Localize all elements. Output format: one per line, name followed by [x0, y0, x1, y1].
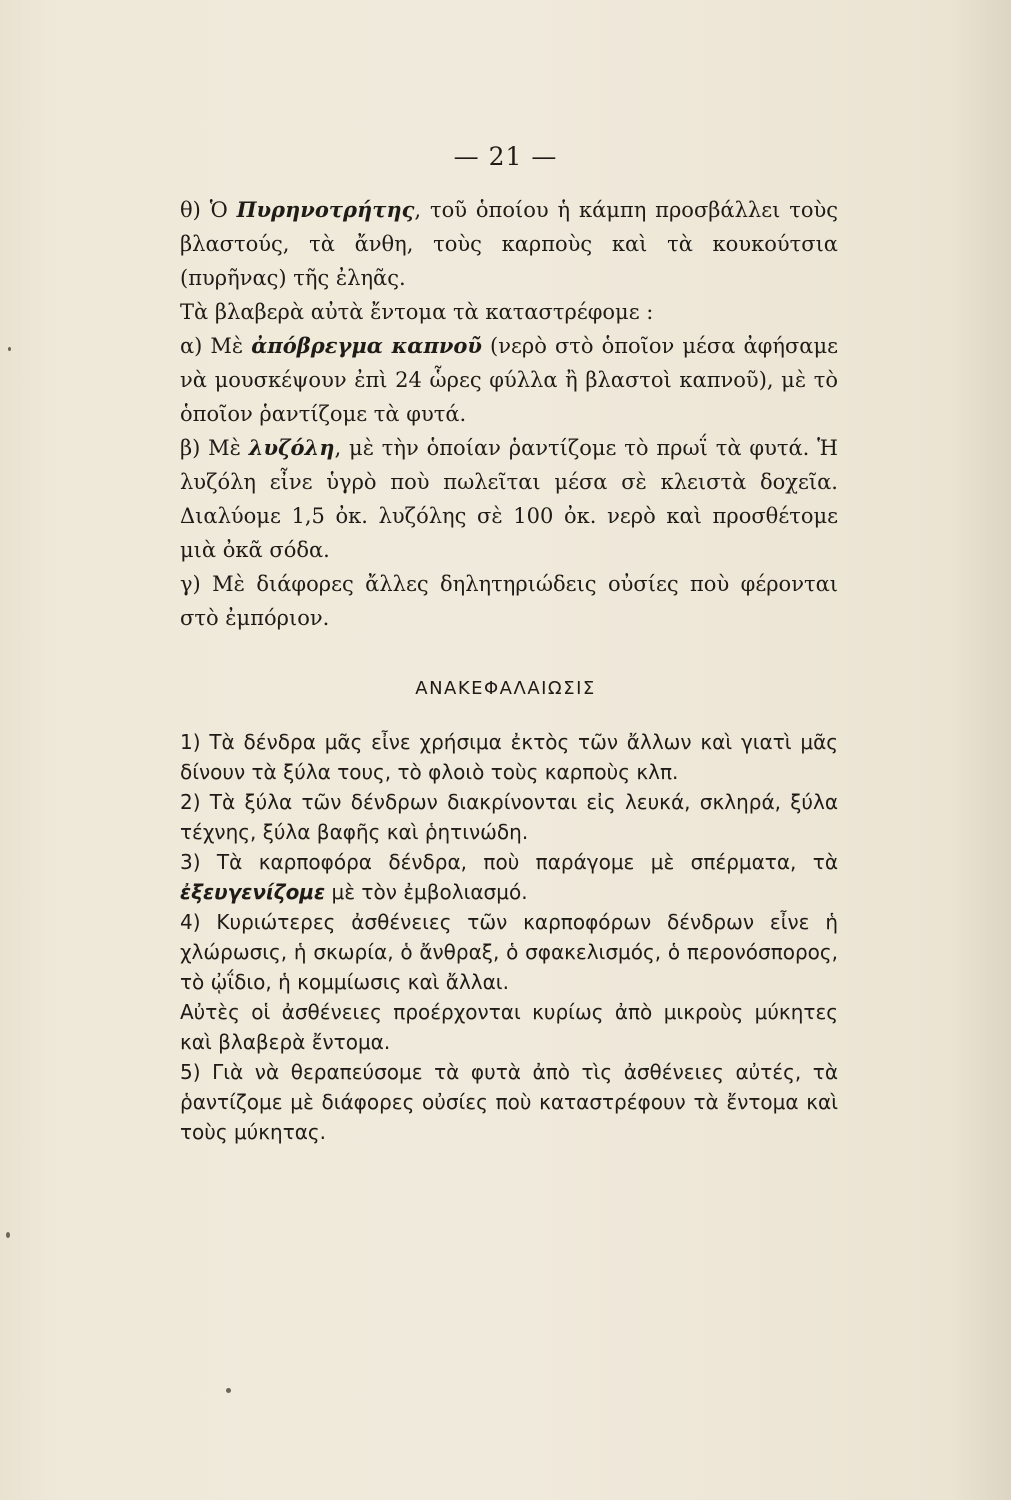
item-b — [148, 431, 838, 567]
item-b-term: λυζόλη — [248, 435, 335, 460]
summary-point-3-prefix: 3) Τὰ καρποφόρα δένδρα, ποὺ παράγομε μὲ σπέρματα, τὰ — [180, 850, 838, 874]
item-a-text: (νερὸ στὸ ὁποῖον μέσα ἀφήσαμε νὰ μουσκέψουν ἐπὶ 24 ὧρες φύλλα ἢ βλαστοὶ καπνοῦ), μὲ τὸ ὁποῖον ῥαντίζομε τὰ φυτά. — [180, 334, 838, 426]
item-a — [148, 329, 838, 431]
summary-point-4: 4) Κυριώτερες ἀσθένειες τῶν καρποφόρων δένδρων εἶνε ἡ χλώρωσις, ἡ σκωρία, ὁ ἄνθραξ, ὁ σφακελισμός, ὁ περονόσπορος, τὸ ᾠΐδιο, ἡ κομμίωσις καὶ ἄλλαι. — [180, 910, 838, 994]
destroy-intro: Τὰ βλαβερὰ αὐτὰ ἔντομα τὰ καταστρέφομε : — [180, 300, 654, 324]
summary-heading: ΑΝΑΚΕΦΑΛΑΙΩΣΙΣ — [415, 678, 596, 699]
ink-speck — [8, 347, 11, 351]
item-c: γ) Μὲ διάφορες ἄλλες δηλητηριώδεις οὐσίες ποὺ φέρονται στὸ ἐμπόριον. — [180, 572, 838, 630]
item-theta-text: , τοῦ ὁποίου ἡ κάμπη προσβάλλει τοὺς βλαστούς, τὰ ἄνθη, τοὺς καρποὺς καὶ τὰ κουκούτσια (πυρῆνας) τῆς ἐληᾶς. — [180, 198, 839, 290]
item-theta-prefix: θ) Ὁ — [180, 198, 237, 222]
summary-point-3-suffix: μὲ τὸν ἐμβολιασμό. — [325, 880, 528, 904]
item-b-prefix: β) Μὲ — [180, 436, 249, 460]
item-b-text: , μὲ τὴν ὁποίαν ῥαντίζομε τὸ πρωΐ τὰ φυτά. Ἡ λυζόλη εἶνε ὑγρὸ ποὺ πωλεῖται μέσα σὲ κλειστὰ δοχεῖα. Διαλύομε 1,5 ὀκ. λυζόλης σὲ 100 ὀκ. νερὸ καὶ προσθέτομε μιὰ ὀκᾶ σόδα. — [180, 436, 838, 562]
pest-control-section — [148, 193, 838, 635]
summary-point-4-continued: Αὐτὲς οἱ ἀσθένειες προέρχονται κυρίως ἀπὸ μικροὺς μύκητες καὶ βλαβερὰ ἔντομα. — [180, 1000, 838, 1054]
item-theta — [148, 193, 838, 295]
ink-speck — [226, 1388, 231, 1393]
item-a-prefix: α) Μὲ — [180, 334, 252, 358]
summary-section — [148, 727, 838, 1147]
summary-point-3-term: ἐξευγενίζομε — [180, 880, 326, 904]
summary-point-5: 5) Γιὰ νὰ θεραπεύσομε τὰ φυτὰ ἀπὸ τὶς ἀσθένειες αὐτές, τὰ ῥαντίζομε μὲ διάφορες οὐσίες ποὺ καταστρέφουν τὰ ἔντομα καὶ τοὺς μύκητας. — [180, 1060, 838, 1144]
item-a-term: ἀπόβρεγμα καπνοῦ — [251, 333, 482, 358]
summary-point-1: 1) Τὰ δένδρα μᾶς εἶνε χρήσιμα ἐκτὸς τῶν ἄλλων καὶ γιατὶ μᾶς δίνουν τὰ ξύλα τους, τὸ φλοιὸ τοὺς καρποὺς κλπ. — [180, 730, 838, 784]
summary-point-2: 2) Τὰ ξύλα τῶν δένδρων διακρίνονται εἰς λευκά, σκληρά, ξύλα τέχνης, ξύλα βαφῆς καὶ ῥητινώδη. — [180, 790, 838, 844]
summary-point-3 — [148, 847, 838, 907]
item-theta-name: Πυρηνοτρήτης — [236, 197, 415, 222]
page-number: — 21 — — [453, 142, 558, 171]
ink-speck — [6, 1232, 10, 1238]
